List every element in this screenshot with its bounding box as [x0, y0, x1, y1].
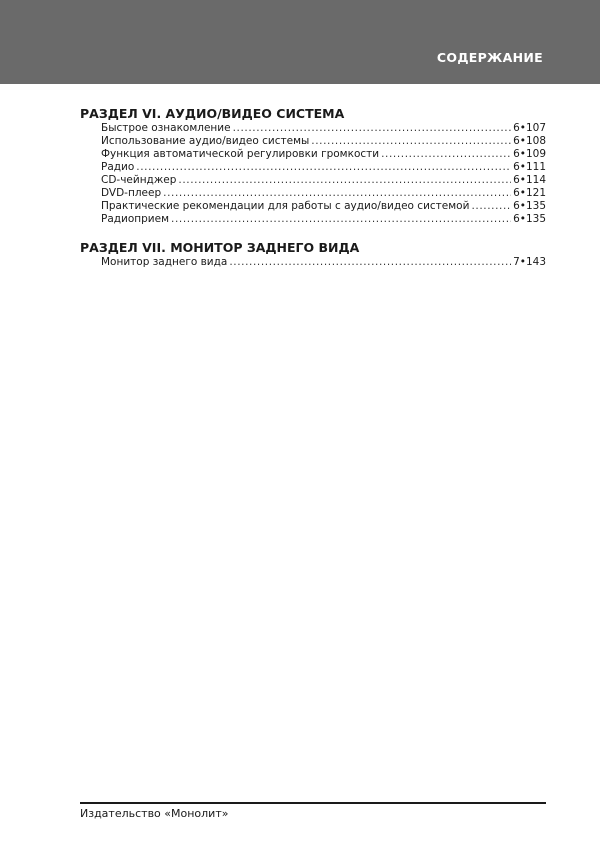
toc-entry-page: 6•111: [513, 161, 546, 173]
footer-divider: [80, 802, 546, 804]
header-band: [0, 0, 600, 84]
toc-entry[interactable]: [101, 161, 546, 174]
toc-entry-title: Радио: [101, 161, 135, 173]
dot-leader: [136, 161, 511, 174]
toc-entry-page: 6•108: [513, 135, 546, 147]
dot-leader: [229, 256, 511, 269]
table-of-contents: [80, 106, 546, 283]
toc-entry[interactable]: [101, 122, 546, 135]
toc-entry-title: Функция автоматической регулировки громкости: [101, 148, 380, 160]
dot-leader: [311, 135, 511, 148]
toc-entry-title: Монитор заднего вида: [101, 256, 228, 268]
section-heading: РАЗДЕЛ VI. АУДИО/ВИДЕО СИСТЕМА: [80, 106, 345, 121]
toc-entry[interactable]: [101, 213, 546, 226]
dot-leader: [163, 187, 511, 200]
toc-entry[interactable]: [101, 200, 546, 213]
toc-entry-title: Радиоприем: [101, 213, 170, 225]
toc-entry-page: 6•114: [513, 174, 546, 186]
dot-leader: [171, 213, 511, 226]
toc-entry-page: 6•135: [513, 213, 546, 225]
dot-leader: [233, 122, 511, 135]
toc-entry[interactable]: [101, 135, 546, 148]
toc-entry-title: Использование аудио/видео системы: [101, 135, 310, 147]
toc-section-6: [80, 106, 546, 226]
section-heading: РАЗДЕЛ VII. МОНИТОР ЗАДНЕГО ВИДА: [80, 240, 360, 255]
toc-entry-title: Быстрое ознакомление: [101, 122, 231, 134]
dot-leader: [381, 148, 511, 161]
toc-entry[interactable]: [101, 187, 546, 200]
dot-leader: [471, 200, 511, 213]
dot-leader: [178, 174, 511, 187]
toc-entry-list: [80, 122, 546, 226]
toc-entry-page: 6•121: [513, 187, 546, 199]
toc-entry-title: CD-чейнджер: [101, 174, 177, 186]
toc-entry[interactable]: [101, 256, 546, 269]
toc-section-7: [80, 240, 546, 269]
toc-entry-page: 6•109: [513, 148, 546, 160]
toc-entry-page: 6•107: [513, 122, 546, 134]
toc-entry-title: Практические рекомендации для работы с аудио/видео системой: [101, 200, 470, 212]
toc-entry-list: [80, 256, 546, 269]
page-title: СОДЕРЖАНИЕ: [436, 50, 543, 65]
toc-entry[interactable]: [101, 174, 546, 187]
toc-entry-title: DVD-плеер: [101, 187, 162, 199]
toc-entry-page: 6•135: [513, 200, 546, 212]
toc-entry[interactable]: [101, 148, 546, 161]
toc-entry-page: 7•143: [513, 256, 546, 268]
footer-publisher: Издательство «Монолит»: [80, 807, 229, 820]
